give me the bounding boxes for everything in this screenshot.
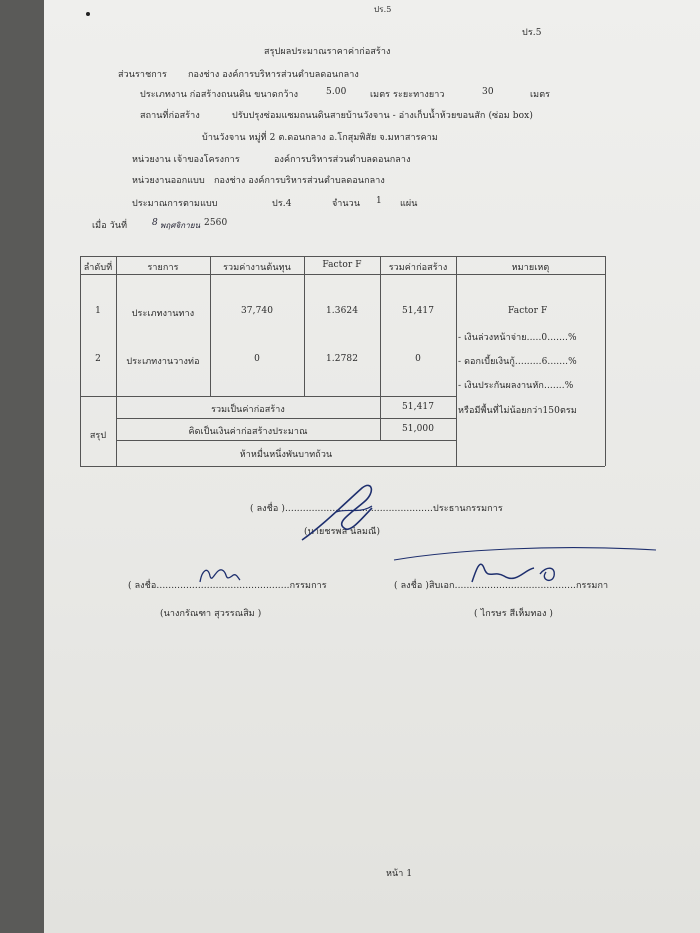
owner-label: หน่วยงาน เจ้าของโครงการ xyxy=(132,155,240,165)
table-row-2-factor: 1.2782 xyxy=(325,354,359,364)
agency-value: กองช่าง องค์การบริหารส่วนตำบลดอนกลาง xyxy=(188,70,359,80)
owner-value: องค์การบริหารส่วนตำบลดอนกลาง xyxy=(274,155,411,165)
header-remarks: หมายเหตุ xyxy=(511,263,550,273)
header-total: รวมค่าก่อสร้าง xyxy=(388,263,448,273)
sheet-label: แผ่น xyxy=(400,199,418,209)
form-code: ปร.5 xyxy=(522,28,542,38)
page-number: หน้า 1 xyxy=(386,869,413,879)
document-title: สรุปผลประมาณราคาค่าก่อสร้าง xyxy=(264,47,391,57)
length-value: 30 xyxy=(482,87,494,97)
remarks-title: Factor F xyxy=(508,306,548,316)
chair-signature-line: ( ลงชื่อ )..................................................ประธานกรรมการ xyxy=(250,504,503,514)
estimate-form: ปร.4 xyxy=(272,199,292,209)
estimate-sum-value: 51,000 xyxy=(401,424,435,434)
remarks-retention: - เงินประกันผลงานหัก.......% xyxy=(458,381,574,391)
estimate-label: ประมาณการตามแบบ xyxy=(132,199,218,209)
count-label: จำนวน xyxy=(332,199,361,209)
estimate-sum-label: คิดเป็นเงินค่าก่อสร้างประมาณ xyxy=(188,427,308,437)
header-cost: รวมค่างานต้นทุน xyxy=(223,263,291,273)
summary-label: สรุป xyxy=(89,431,107,441)
width-value: 5.00 xyxy=(326,87,347,97)
table-row-2-no: 2 xyxy=(95,354,101,364)
header-no: ลำดับที่ xyxy=(83,263,113,273)
remarks-advance: - เงินล่วงหน้าจ่าย.....0.......% xyxy=(458,333,577,343)
header-factor: Factor F xyxy=(322,260,362,270)
designer-label: หน่วยงานออกแบบ xyxy=(132,176,205,186)
chair-name: (นายชรพล นิลมณี) xyxy=(304,527,381,537)
length-label: เมตร ระยะทางยาว xyxy=(370,90,445,100)
date-day: 8 xyxy=(152,218,158,228)
member1-signature-line: ( ลงชื่อ.............................................กรรมการ xyxy=(128,581,327,591)
top-reference: ปร.5 xyxy=(374,5,392,14)
sum-label: รวมเป็นค่าก่อสร้าง xyxy=(211,405,285,415)
sum-value: 51,417 xyxy=(401,402,435,412)
header-item: รายการ xyxy=(147,263,179,273)
table-row-2-item: ประเภทงานวางท่อ xyxy=(126,357,200,367)
site-label: สถานที่ก่อสร้าง xyxy=(140,111,200,121)
table-row-2-total: 0 xyxy=(415,354,421,364)
length-unit: เมตร xyxy=(530,90,551,100)
date-year: 2560 xyxy=(204,218,228,228)
table-row-2-cost: 0 xyxy=(254,354,260,364)
table-row-1-cost: 37,740 xyxy=(240,306,274,316)
site-value: ปรับปรุงซ่อมแซมถนนดินสายบ้านวังจาน - อ่างเก็บน้ำห้วยขอนสัก (ซ่อม box) xyxy=(232,111,533,121)
document-page xyxy=(44,0,700,933)
agency-label: ส่วนราชการ xyxy=(118,70,167,80)
remarks-area-note: หรือมีพื้นที่ไม่น้อยกว่า150ตรม xyxy=(458,406,577,416)
table-row-1-total: 51,417 xyxy=(401,306,435,316)
member1-signature-mark xyxy=(194,560,244,590)
hole-punch-mark xyxy=(86,12,90,16)
table-row-1-item: ประเภทงานทาง xyxy=(131,309,195,319)
chair-signature-mark xyxy=(284,478,394,548)
remarks-interest: - ดอกเบี้ยเงินกู้.........6.......% xyxy=(458,357,577,367)
date-label: เมื่อ วันที่ xyxy=(92,221,128,231)
count-value: 1 xyxy=(376,196,382,206)
amount-in-words: ห้าหมื่นหนึ่งพันบาทถ้วน xyxy=(239,450,333,460)
designer-value: กองช่าง องค์การบริหารส่วนตำบลดอนกลาง xyxy=(214,176,385,186)
member2-name: ( ไกรษร สีเห็มทอง ) xyxy=(474,609,554,619)
work-type-label: ประเภทงาน ก่อสร้างถนนดิน ขนาดกว้าง xyxy=(140,90,299,100)
member2-signature-mark xyxy=(384,540,664,600)
site-address: บ้านวังจาน หมู่ที่ 2 ต.ดอนกลาง อ.โกสุมพิสัย จ.มหาสารคาม xyxy=(202,133,438,143)
date-month: พฤศจิกายน xyxy=(160,221,201,230)
member1-name: (นางกรัณฑา สุวรรณสิม ) xyxy=(160,609,262,619)
table-row-1-factor: 1.3624 xyxy=(325,306,359,316)
member2-signature-line: ( ลงชื่อ )สิบเอก.........................................กรรมกา xyxy=(394,581,609,591)
table-row-1-no: 1 xyxy=(95,306,101,316)
